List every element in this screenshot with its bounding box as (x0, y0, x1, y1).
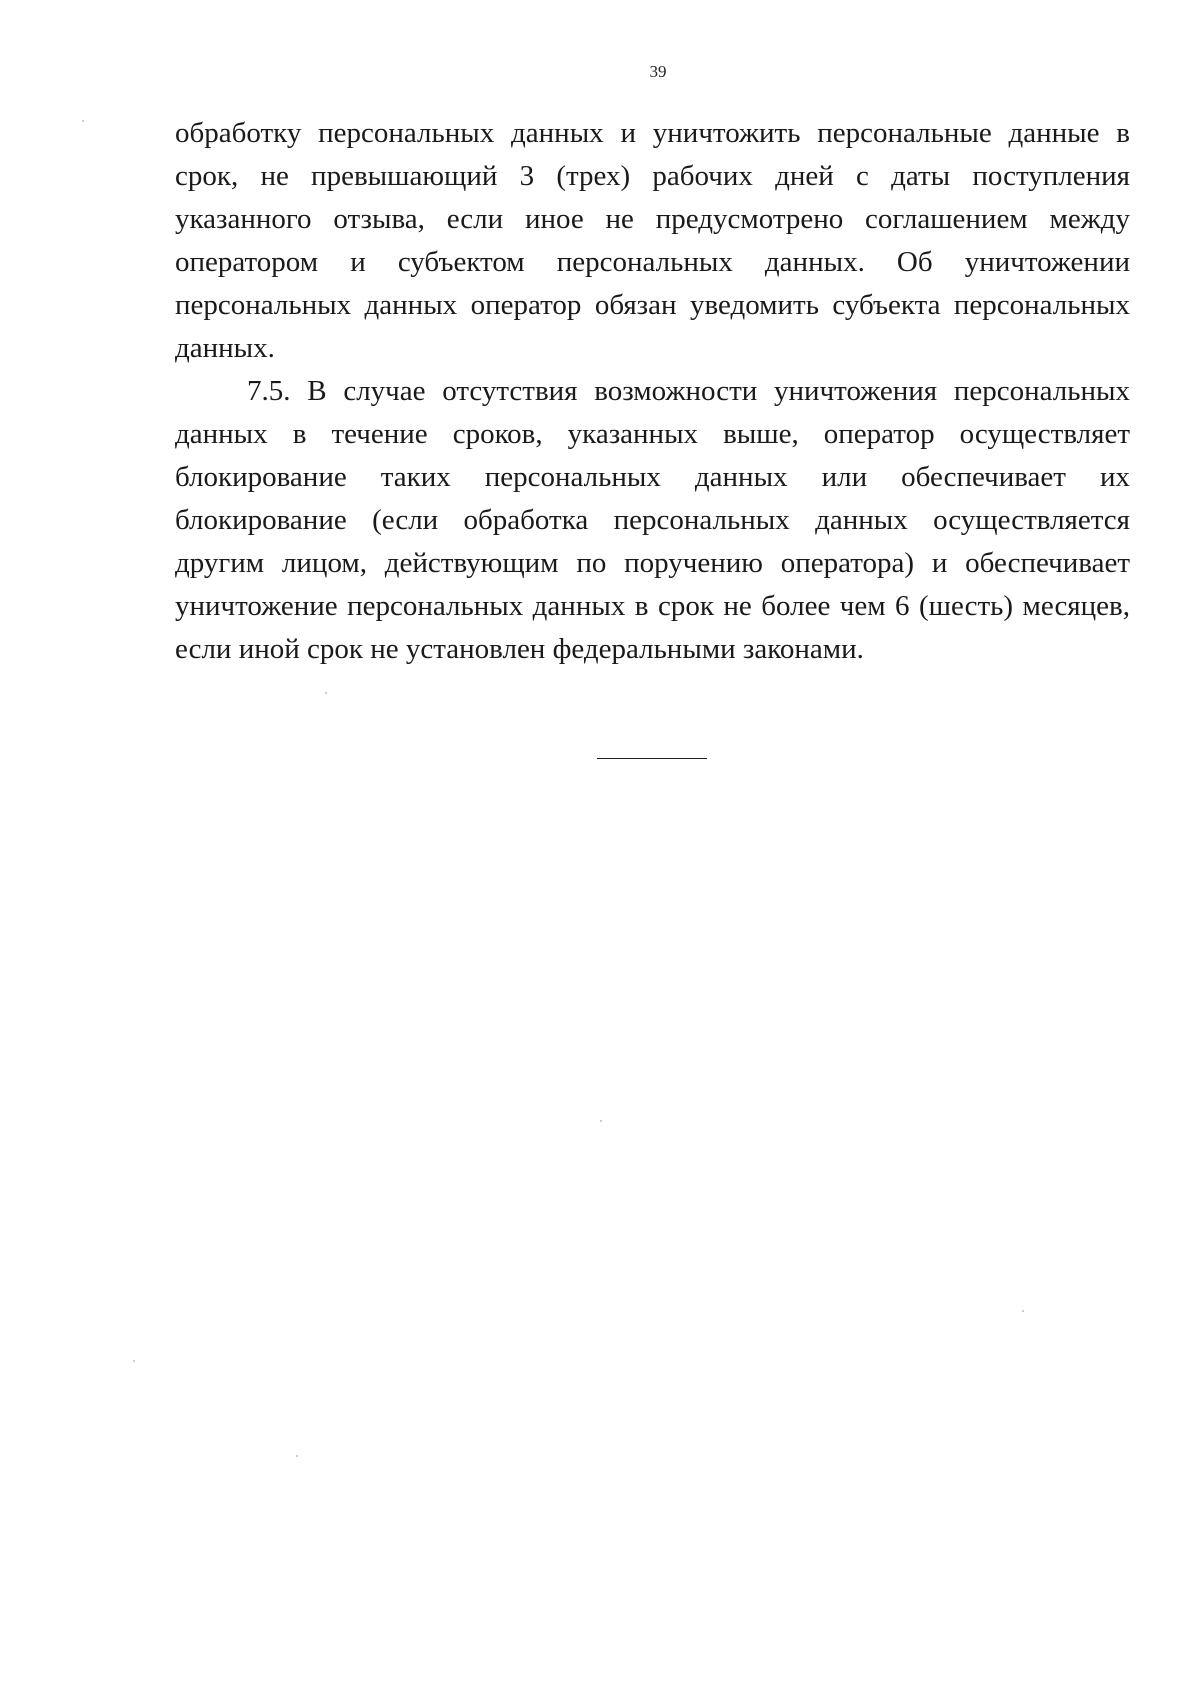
paragraph-7-5: 7.5. В случае отсутствия возможности уничтожения персональных данных в течение сроков, указанных выше, оператор осуществляет блокирование таких персональных данных или обеспечивает их блокирование (если обработка персональных данных осуществляется другим лицом, действующим по поручению оператора) и обеспечивает уничтожение персональных данных в срок не более чем 6 (шесть) месяцев, если иной срок не установлен федеральными законами. (175, 375, 1130, 665)
scan-speck (82, 120, 84, 122)
end-separator-line (597, 758, 707, 759)
scan-speck (133, 1360, 135, 1362)
scan-speck (600, 1120, 602, 1122)
scan-speck (325, 692, 327, 694)
document-body (175, 112, 1130, 671)
scan-speck (1022, 1310, 1024, 1312)
page-number: 39 (649, 62, 667, 81)
scan-speck (296, 1455, 298, 1457)
paragraph-continuation: обработку персональных данных и уничтожить персональные данные в срок, не превышающий 3 (трех) рабочих дней с даты поступления указанного отзыва, если иное не предусмотрено соглашением между оператором и субъектом персональных данных. Об уничтожении персональных данных оператор обязан уведомить субъекта персональных данных. (175, 117, 1130, 364)
